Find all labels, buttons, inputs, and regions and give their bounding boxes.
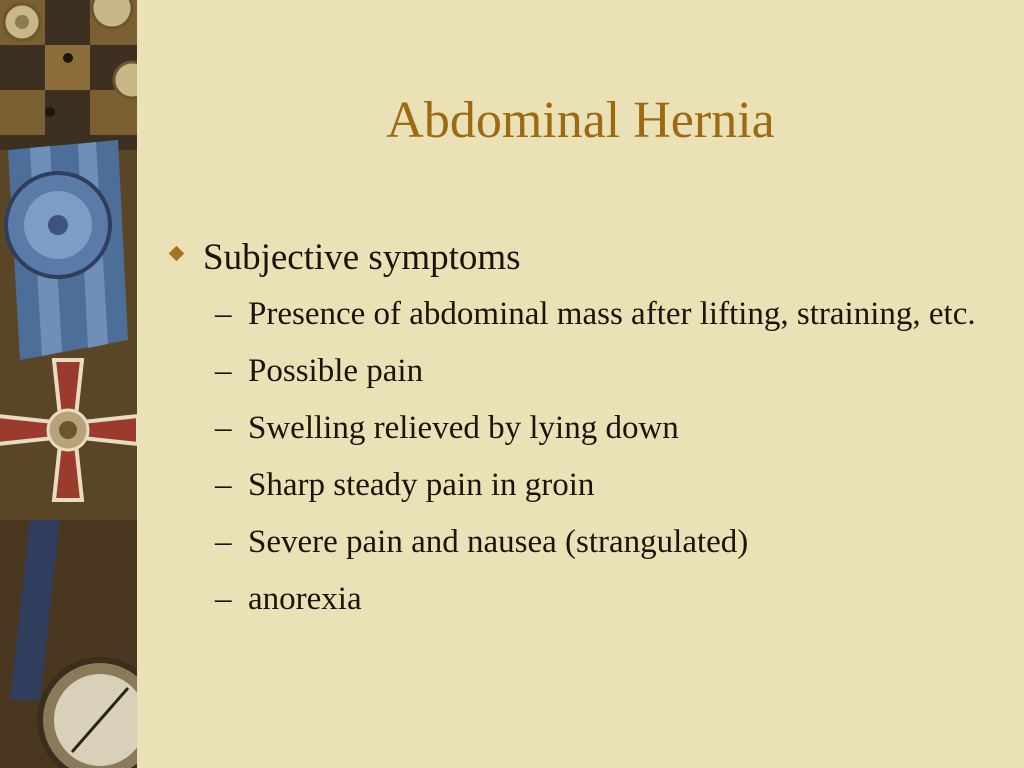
- bullet-item: [167, 232, 997, 284]
- diamond-bullet-icon: [169, 246, 185, 262]
- bullet-text: Subjective symptoms: [203, 237, 521, 278]
- slide-title: Abdominal Hernia: [386, 92, 775, 149]
- sub-bullet-item: [167, 347, 997, 395]
- slide-content: [167, 232, 997, 632]
- dash-marker: –: [215, 524, 232, 560]
- dash-marker: –: [215, 410, 232, 446]
- sub-bullet-item: [167, 575, 997, 623]
- sub-bullet-text: Possible pain: [248, 353, 424, 389]
- sub-bullet-text: Sharp steady pain in groin: [248, 467, 595, 503]
- sub-bullet-text: Presence of abdominal mass after lifting, straining, etc.: [248, 296, 976, 332]
- sub-bullet-list: [167, 290, 997, 623]
- dash-marker: –: [215, 353, 232, 389]
- sub-bullet-text: Severe pain and nausea (strangulated): [248, 524, 749, 560]
- sub-bullet-item: [167, 290, 997, 338]
- sub-bullet-item: [167, 404, 997, 452]
- medal-collage-illustration: [0, 0, 137, 768]
- dash-marker: –: [215, 467, 232, 503]
- decorative-side-image: [0, 0, 137, 768]
- dash-marker: –: [215, 581, 232, 617]
- sub-bullet-text: Swelling relieved by lying down: [248, 410, 679, 446]
- sub-bullet-item: [167, 461, 997, 509]
- dash-marker: –: [215, 296, 232, 332]
- sub-bullet-text: anorexia: [248, 581, 362, 617]
- sub-bullet-item: [167, 518, 997, 566]
